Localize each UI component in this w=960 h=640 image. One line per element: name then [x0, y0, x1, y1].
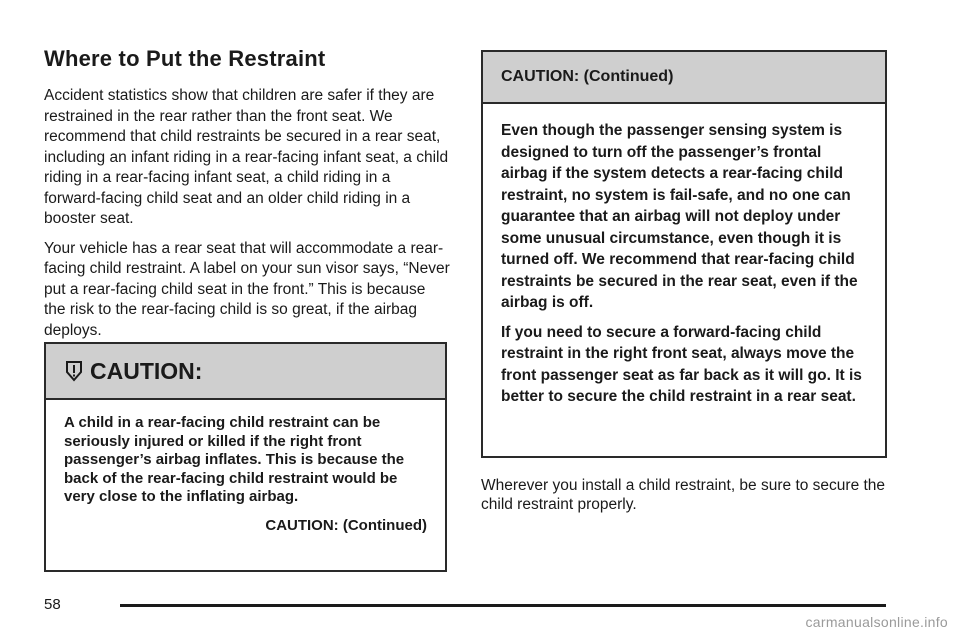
- caution-text: Even though the passenger sensing system is designed to turn off the passenger’s frontal airbag if the system detects a rear-facing child restraint, no system is fail-safe, and no one can guarantee that an airbag will not deploy under some unusual circumstance, even though it is turned off. We recommend that rear-facing child restraints be secured in the rear seat, even if the airbag is off.: [501, 122, 858, 311]
- caution-text: A child in a rear-facing child restraint can be seriously injured or killed if the right front passenger’s airbag inflates. This is because the back of the rear-facing child restraint would be very close to the inflating airbag.: [64, 414, 405, 505]
- watermark: carmanualsonline.info: [805, 614, 948, 630]
- section-title: Where to Put the Restraint: [44, 46, 326, 71]
- caution-title: CAUTION: (Continued): [501, 68, 674, 85]
- caution-text: If you need to secure a forward-facing child restraint in the right front seat, always move the front passenger seat as far back as it will go. It is better to secure the child restraint in a rear seat.: [501, 323, 862, 405]
- left-column: [44, 46, 450, 350]
- caution-header: [46, 344, 445, 400]
- caution-box: [44, 342, 447, 572]
- caution-body: [46, 400, 445, 535]
- footer-rule: [120, 604, 886, 607]
- body-paragraph: Wherever you install a child restraint, be sure to secure the child restraint properly.: [481, 477, 886, 513]
- caution-box-continued: [481, 50, 887, 458]
- caution-header: [483, 52, 885, 104]
- warning-triangle-icon: [64, 359, 84, 383]
- caution-body: [483, 104, 885, 408]
- right-column: [481, 50, 887, 530]
- caution-continued-label: CAUTION: (Continued): [265, 516, 427, 534]
- body-paragraph: Accident statistics show that children are safer if they are restrained in the rear rather than the front seat. We recommend that child restraints be secured in a rear seat, including an infant riding in a rear-facing infant seat, a child riding in a rear-facing infant seat, a child riding in a forward-facing child seat and an older child riding in a booster seat.: [44, 87, 449, 227]
- body-paragraph: Your vehicle has a rear seat that will accommodate a rear-facing child restraint. A label on your sun visor says, “Never put a rear-facing child seat in the front.” This is because the risk to the rear-facing child is so great, if the airbag deploys.: [44, 239, 450, 339]
- caution-title: CAUTION:: [90, 357, 203, 384]
- page-number: 58: [44, 596, 61, 613]
